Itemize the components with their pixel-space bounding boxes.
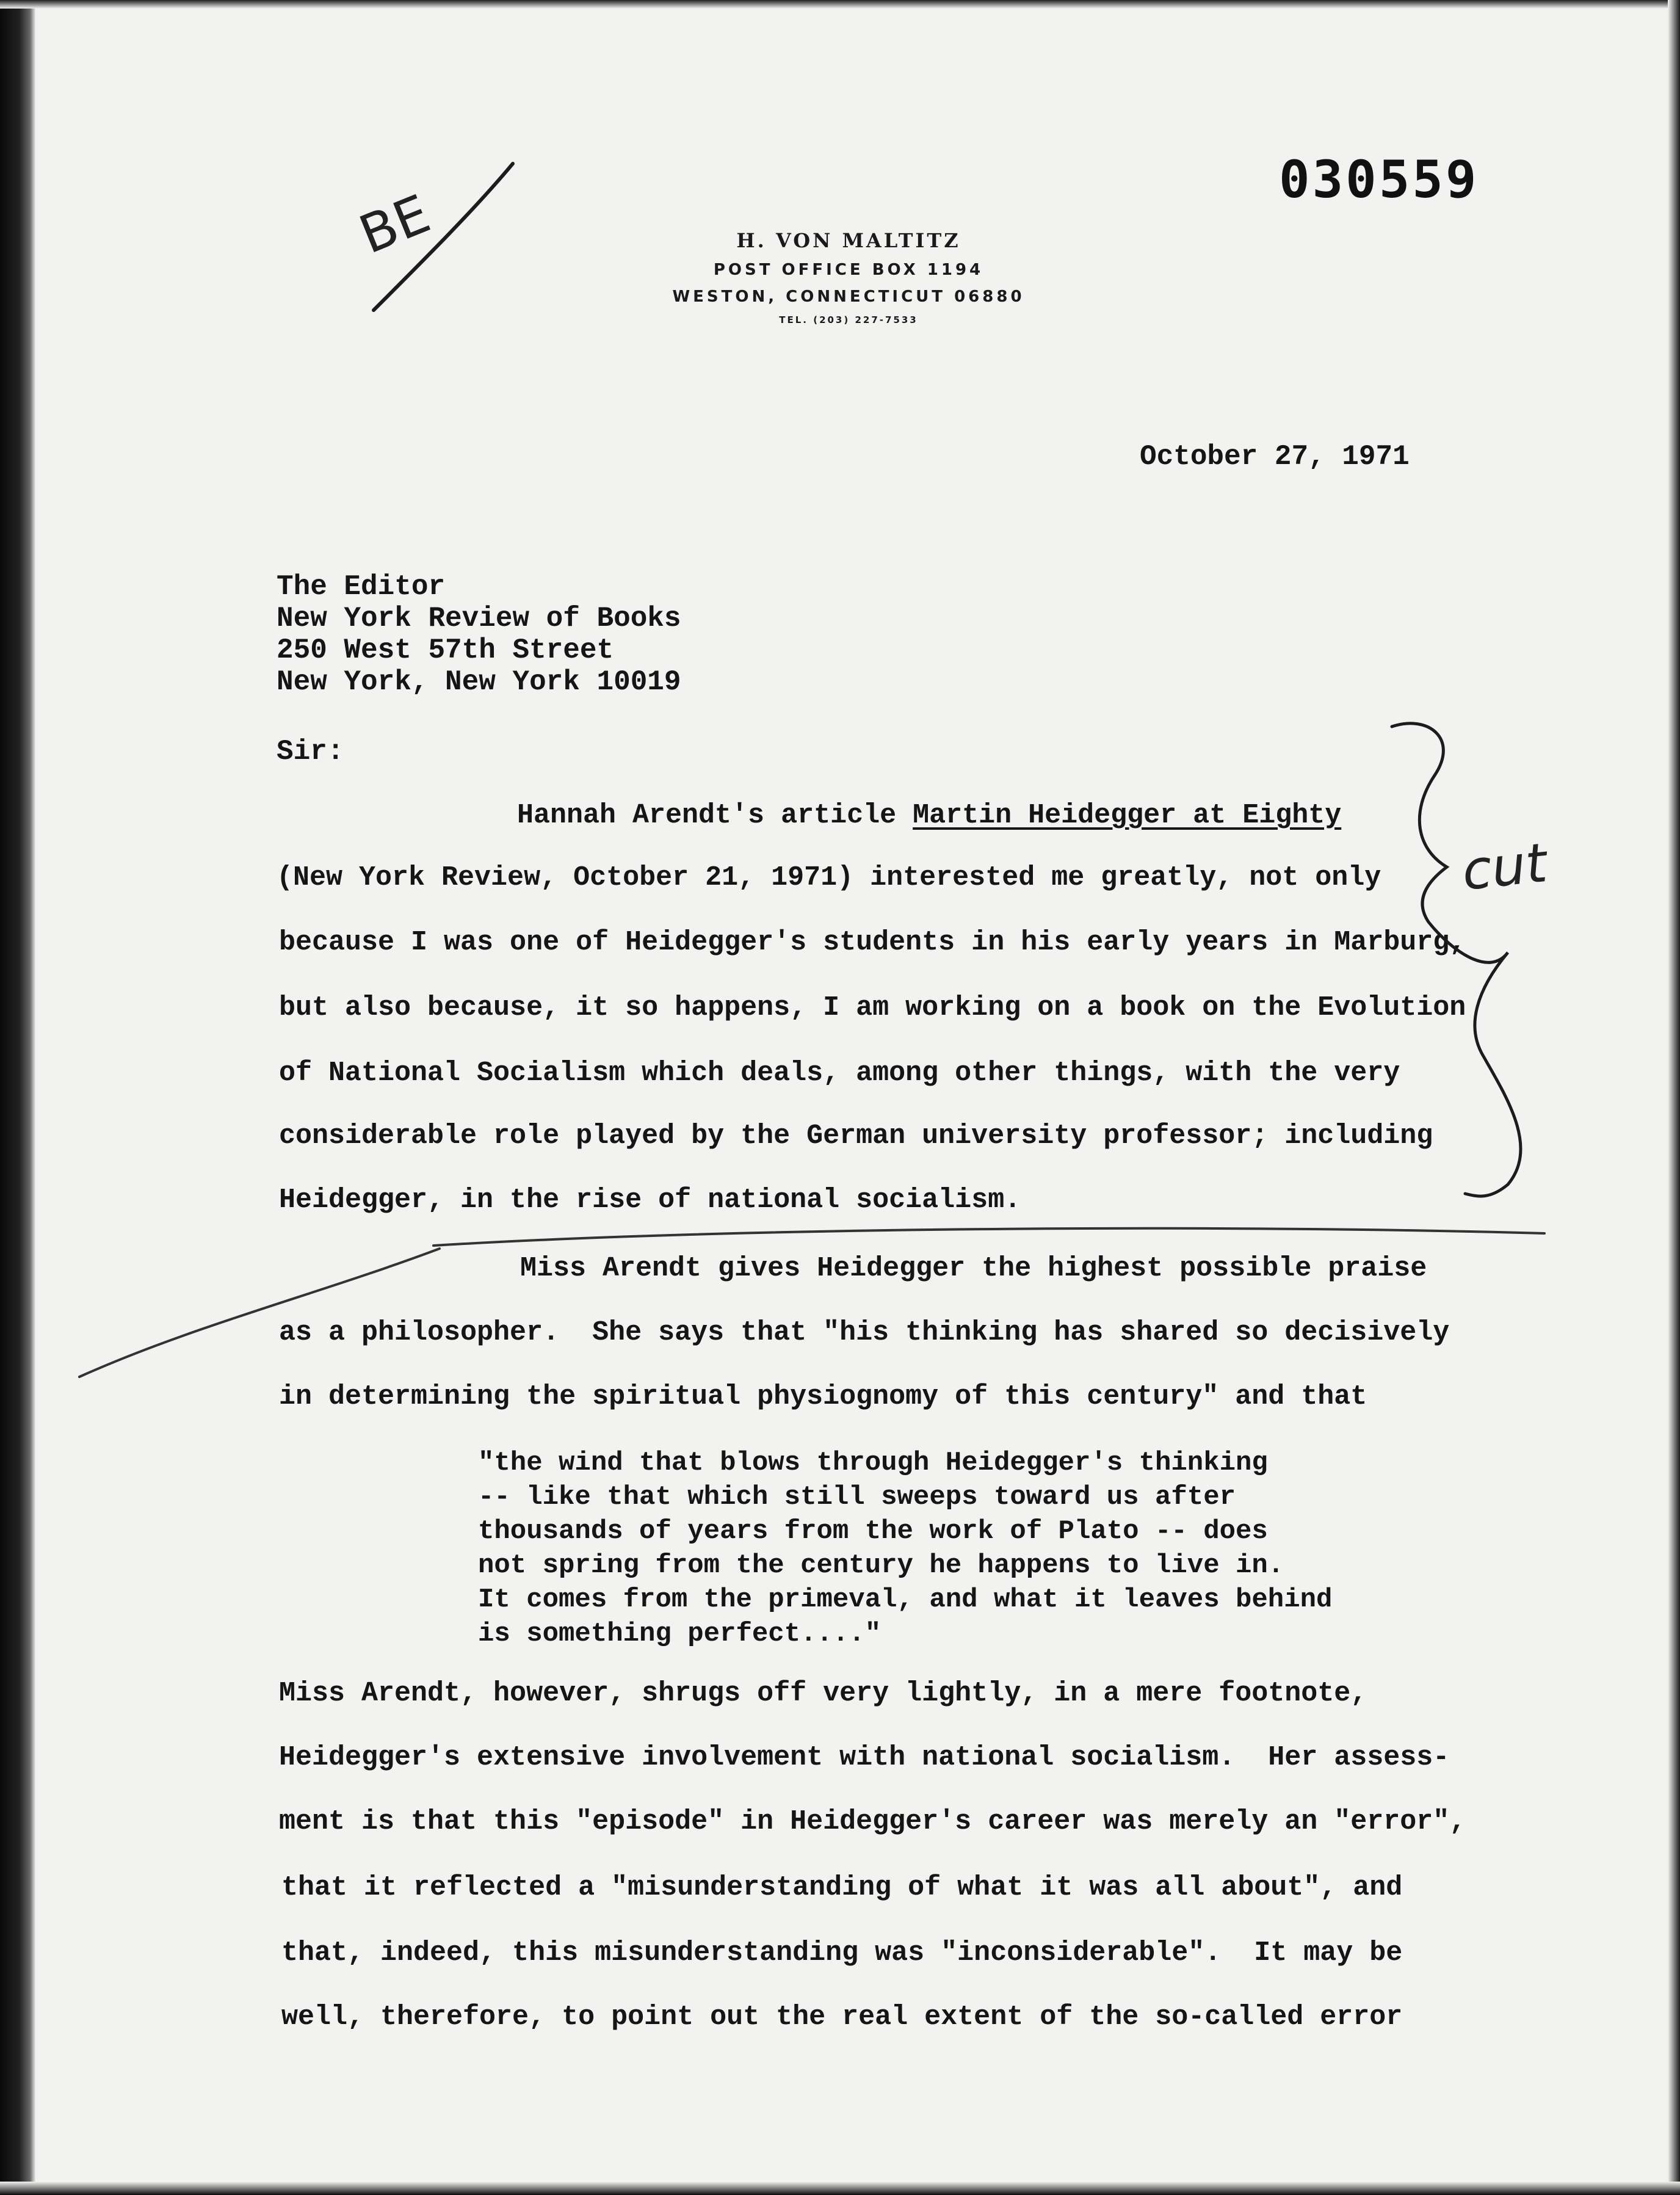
letter-date: October 27, 1971 [1140, 441, 1410, 473]
quote-line: is something perfect...." [478, 1619, 882, 1649]
sweeping-stroke [79, 1249, 440, 1377]
paragraph-line: that it reflected a "misunderstanding of what it was all about", and [281, 1872, 1403, 1903]
paragraph-line: but also because, it so happens, I am working on a book on the Evolution [279, 992, 1466, 1023]
letterhead-name: H. VON MALTITZ [736, 229, 961, 252]
article-intro: Hannah Arendt's article [517, 800, 913, 831]
quote-line: thousands of years from the work of Plato -- does [478, 1516, 1268, 1547]
paragraph-line: that, indeed, this misunderstanding was "inconsiderable". It may be [281, 1937, 1403, 1968]
recipient-line: The Editor [277, 571, 446, 603]
paragraph-line: Heidegger's extensive involvement with national socialism. Her assess- [279, 1742, 1450, 1773]
margin-brace [1392, 724, 1521, 1196]
paragraph-line: because I was one of Heidegger's students in his early years in Marburg, [279, 927, 1466, 958]
paragraph-line: (New York Review, October 21, 1971) interested me greatly, not only [277, 862, 1381, 893]
paragraph-line: Miss Arendt gives Heidegger the highest possible praise [520, 1253, 1427, 1284]
salutation: Sir: [277, 736, 344, 767]
letterhead-tel: TEL. (203) 227-7533 [779, 314, 918, 325]
quote-line: -- like that which still sweeps toward us after [478, 1482, 1236, 1512]
paragraph-line: well, therefore, to point out the real extent of the so-called error [281, 2001, 1403, 2033]
paragraph-line: in determining the spiritual physiognomy of this century" and that [279, 1381, 1367, 1412]
letterhead-city: WESTON, CONNECTICUT 06880 [672, 288, 1025, 306]
quote-line: not spring from the century he happens to live in. [478, 1550, 1284, 1581]
recipient-line: New York Review of Books [277, 603, 681, 634]
letterhead-po-box: POST OFFICE BOX 1194 [713, 261, 984, 279]
article-title: Martin Heidegger at Eighty [913, 800, 1342, 831]
handwritten-initials: BE [351, 183, 438, 266]
quote-line: It comes from the primeval, and what it leaves behind [478, 1584, 1333, 1615]
recipient-line: 250 West 57th Street [277, 634, 614, 666]
paragraph-line: Miss Arendt, however, shrugs off very lightly, in a mere footnote, [279, 1678, 1367, 1709]
paragraph-line: as a philosopher. She says that "his thinking has shared so decisively [279, 1317, 1450, 1348]
quote-line: "the wind that blows through Heidegger's thinking [478, 1448, 1268, 1478]
separator-stroke [433, 1228, 1544, 1246]
paragraph-line: of National Socialism which deals, among other things, with the very [279, 1058, 1400, 1089]
handwritten-margin-note: cut [1458, 831, 1550, 902]
paragraph-line: Heidegger, in the rise of national socialism. [279, 1185, 1021, 1216]
document-number: 030559 [1279, 150, 1479, 209]
paragraph-line: ment is that this "episode" in Heidegger's career was merely an "error", [279, 1806, 1466, 1837]
recipient-line: New York, New York 10019 [277, 666, 681, 698]
paragraph-line: considerable role played by the German university professor; including [279, 1120, 1433, 1152]
